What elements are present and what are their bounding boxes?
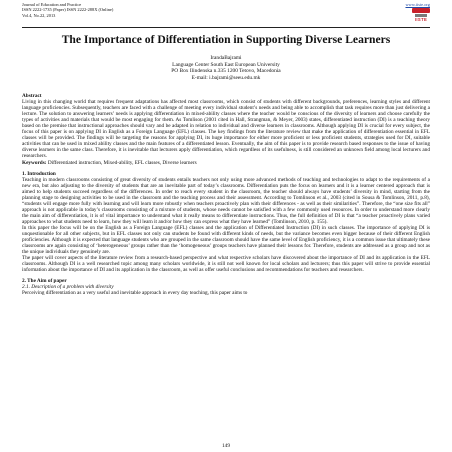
author-affiliation: Language Center South East European University (172, 61, 280, 68)
keywords-list: Differentiated instruction, Mixed-ability, EFL classes, Diverse learners (46, 159, 197, 166)
abstract-text: Living in this changing world that requires frequent adaptations has affected most classrooms, which consist of students with different backgrounds, preferences, learning styles and different language proficiencies. Subsequently, teachers are faced with a challenge of meeting every individual student’s needs and being able to accomplish that task requires more than just delivering a lecture. The solution to answering learners’ needs is applying differentiation in mixed-ability classes where the teacher would be conscious of the diversity of learners and choose carefully the types of activities and materials that would be most engaging for them. As Tomlison (2001 cited in Hall, Strangman, & Meyer, 2003) states, differentiated instruction (DI) is a teaching theory based on the premise that instructional approaches should vary and be adapted in relation to individual and diverse learners in classrooms. Although applying DI is crucial for every subject, the focus of this paper is on applying DI in English as a Foreign Language (EFL) classes. The key findings from the literature review that make the application of differentiation essential in EFL classes will be provided. The findings will be targeting the reasons for applying DI, its huge importance for either more proficient or less proficient students, strategies used for DI, suitable activities that can be used in mixed ability classes and the main features of a differentiated lesson. Eventually, the aim of this paper is to provide research based responses to the issue of having diverse learners in the same class. Therefore, it is inevitable that lecturers apply differentiation, which regardless of its usefulness, is still considered an unknown field among local lecturers and researchers. (22, 99, 430, 160)
header-divider (22, 27, 430, 28)
author-name: IrandaBajrami (210, 55, 242, 61)
abstract-heading: Abstract (22, 93, 42, 99)
journal-header (22, 2, 430, 26)
introduction-paragraph-1: Teaching in modern classrooms consisting of great diversity of students entails teachers not only using more advanced methods of teaching and technologies to adapt to the requirements of a new era, but also adjusting to the diversity of students that are an inevitable part of today’s classrooms. Differentiation puts the focus on learners and it is a learner centered approach that is aimed to help students succeed regardless of the differences. In order to reach every student in the classroom, the teacher should always have students’ diversity in mind, starting from the planning stage to designing activities to be used in the classroom and the teaching process and their assessment. According to Tomlinson et al., 2003 (cited in Sousa & Tomlinson, 2011, p.8), “students will engage more fully with learning and will learn more robustly when teachers proactively plan with their differences - as well as their similarities”. Therefore, the “one size fits all” approach is not applicable in today’s classrooms consisting of a mixture of students, whose needs cannot be satisfied with a few commonly used resources. In order to understand more clearly the main aim of differentiation, it is of vital importance to understand what it really means to differentiate instructions. Thus, the full definition of DI is that “a teacher proactively plans varied approaches to what students need to learn, how they will learn it and/or how they can express what they have learned” (Tomlinson, 2010, p. 155). (22, 176, 430, 225)
journal-url-link[interactable]: www.iiste.org (405, 2, 430, 7)
journal-name: Journal of Education and Practice (22, 2, 82, 7)
journal-volume: Vol.4, No.22, 2013 (22, 12, 56, 18)
page-number: 149 (221, 443, 231, 449)
introduction-paragraph-3: The paper will cover aspects of the literature review from a research-based perspective and what respective scholars have discovered about the importance of DI and its application in the EFL classrooms. Although DI is a well researched topic among many scholars worldwide, it is still not well known for local scholars and lecturers; thus this paper will strive to provide essential information about the importance of DI and its application in the classroom, as well as offer useful conclusions and recommendations for teachers and researchers. (22, 255, 430, 274)
iiste-logo-icon (412, 8, 430, 22)
logo-text: IISTE (414, 17, 428, 23)
author-email: E-mail: i.bajrami@seeu.edu.mk (191, 74, 261, 81)
introduction-paragraph-2: In this paper the focus will be on the English as a Foreign Language (EFL) classes and the application of Differentiated Instruction (DI) in such classes. The importance of applying DI is unquestionable for all other subjects, but in EFL classes not only can students be found with different kinds of needs, but the variance becomes even bigger because of their different English proficiencies. Although it is expected that language students who are grouped in the same classroom should have the same level of English proficiency, it is a common issue that ultimately these classrooms are again consisting of ‘heterogeneous’ groups rather than the ‘homogeneous’ groups teachers have planned their lessons for. Therefore, students are addressed as a group and not as the unique individuals they genuinely are. (22, 224, 430, 256)
aim-subheading: 2.1. Description of a problem with diversity (22, 284, 114, 291)
journal-issn: ISSN 2222-1735 (Paper) ISSN 2222-288X (Online) (22, 7, 114, 13)
aim-heading: 2. The Aim of paper (22, 278, 67, 285)
introduction-heading: 1. Introduction (22, 170, 56, 177)
author-block (22, 55, 430, 81)
paper-title: The Importance of Differentiation in Supporting Diverse Learners (61, 33, 391, 46)
paper-body (22, 93, 430, 297)
keywords-label: Keywords: (22, 159, 47, 166)
author-address: PO Box Ilindenska n.335 1200 Tetovo, Macedonia (171, 68, 281, 74)
journal-brand (405, 2, 430, 24)
aim-paragraph-1: Perceiving differentiation as a very useful and inevitable approach in every day teaching, this paper aims to (22, 290, 248, 297)
journal-info (22, 2, 113, 18)
